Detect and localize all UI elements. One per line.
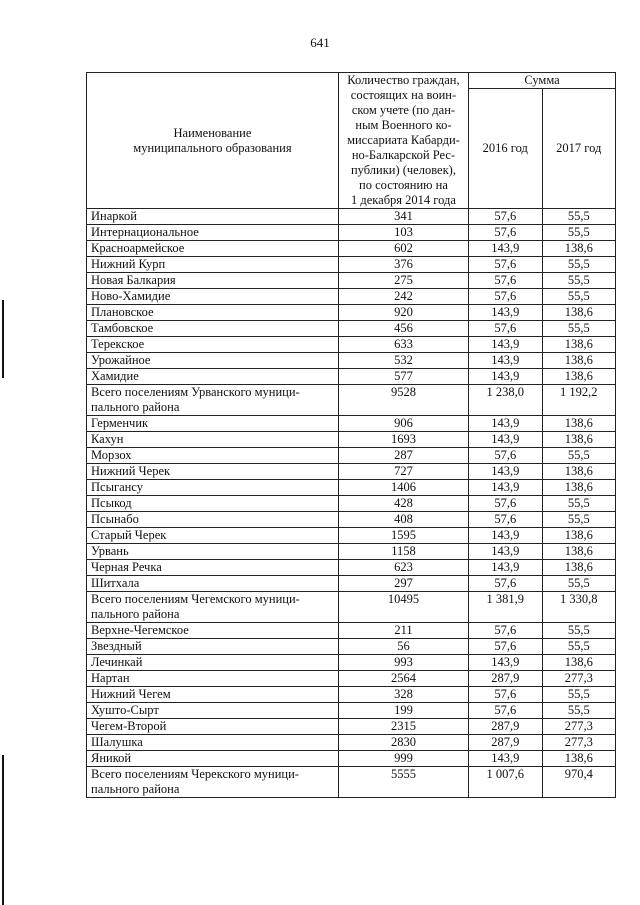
sum-2017-cell: 55,5 xyxy=(542,496,616,512)
citizen-count-cell: 328 xyxy=(338,687,468,703)
municipality-name-cell: Яникой xyxy=(87,751,339,767)
sum-2016-cell: 57,6 xyxy=(469,512,542,528)
citizen-count-cell: 287 xyxy=(338,448,468,464)
citizen-count-cell: 5555 xyxy=(338,767,468,798)
sum-2016-cell: 57,6 xyxy=(469,703,542,719)
sum-2017-cell: 55,5 xyxy=(542,321,616,337)
sum-2016-cell: 143,9 xyxy=(469,241,542,257)
header-citizen-count xyxy=(338,73,468,209)
table-body xyxy=(87,209,616,798)
sum-2016-cell: 143,9 xyxy=(469,751,542,767)
header-qty-line: публики) (человек), xyxy=(350,163,456,177)
sum-2017-cell: 277,3 xyxy=(542,671,616,687)
table-row xyxy=(87,687,616,703)
page-number: 641 xyxy=(310,35,330,50)
table-row xyxy=(87,241,616,257)
table-row xyxy=(87,560,616,576)
sum-2017-cell: 138,6 xyxy=(542,416,616,432)
citizen-count-cell: 56 xyxy=(338,639,468,655)
table-row xyxy=(87,337,616,353)
sum-2017-cell: 55,5 xyxy=(542,687,616,703)
sum-2017-cell: 55,5 xyxy=(542,623,616,639)
municipality-name-cell: Звездный xyxy=(87,639,339,655)
sum-2017-cell: 55,5 xyxy=(542,209,616,225)
sum-2016-cell: 57,6 xyxy=(469,273,542,289)
header-year-2017: 2017 год xyxy=(542,89,616,209)
sum-2017-cell: 55,5 xyxy=(542,289,616,305)
header-municipality-name xyxy=(87,73,339,209)
municipality-name-cell: Плановское xyxy=(87,305,339,321)
municipality-name-cell: Интернациональное xyxy=(87,225,339,241)
citizen-count-cell: 275 xyxy=(338,273,468,289)
municipality-name-cell: Псынабо xyxy=(87,512,339,528)
sum-2016-cell: 143,9 xyxy=(469,655,542,671)
citizen-count-cell: 376 xyxy=(338,257,468,273)
table-row xyxy=(87,385,616,416)
table-row xyxy=(87,464,616,480)
municipality-name-cell: Урожайное xyxy=(87,353,339,369)
citizen-count-cell: 532 xyxy=(338,353,468,369)
sum-2017-cell: 55,5 xyxy=(542,273,616,289)
sum-2016-cell: 143,9 xyxy=(469,560,542,576)
header-year-2016: 2016 год xyxy=(469,89,542,209)
citizen-count-cell: 341 xyxy=(338,209,468,225)
sum-2017-cell: 55,5 xyxy=(542,576,616,592)
sum-2017-cell: 1 192,2 xyxy=(542,385,616,416)
table-row xyxy=(87,767,616,798)
municipality-name-cell: Хамидие xyxy=(87,369,339,385)
sum-2016-cell: 57,6 xyxy=(469,448,542,464)
municipality-name-cell: Терекское xyxy=(87,337,339,353)
sum-2017-cell: 1 330,8 xyxy=(542,592,616,623)
sum-2016-cell: 57,6 xyxy=(469,623,542,639)
citizen-count-cell: 1158 xyxy=(338,544,468,560)
scan-margin-mark xyxy=(2,300,4,378)
municipality-name-cell: Всего поселениям Урванского муници- пального района xyxy=(87,385,339,416)
citizen-count-cell: 633 xyxy=(338,337,468,353)
sum-2017-cell: 55,5 xyxy=(542,257,616,273)
sum-2016-cell: 57,6 xyxy=(469,225,542,241)
citizen-count-cell: 103 xyxy=(338,225,468,241)
table-row xyxy=(87,623,616,639)
municipality-name-cell: Псыгансу xyxy=(87,480,339,496)
header-qty-line: 1 декабря 2014 года xyxy=(350,193,456,207)
citizen-count-cell: 9528 xyxy=(338,385,468,416)
sum-2016-cell: 143,9 xyxy=(469,416,542,432)
municipality-name-cell: Нартан xyxy=(87,671,339,687)
citizen-count-cell: 211 xyxy=(338,623,468,639)
citizen-count-cell: 2564 xyxy=(338,671,468,687)
header-qty-line: состоящих на воин- xyxy=(350,88,457,102)
citizen-count-cell: 999 xyxy=(338,751,468,767)
sum-2017-cell: 277,3 xyxy=(542,735,616,751)
scan-margin-mark xyxy=(2,755,4,905)
citizen-count-cell: 1595 xyxy=(338,528,468,544)
municipality-name-cell: Верхне-Чегемское xyxy=(87,623,339,639)
table-row xyxy=(87,432,616,448)
table-row xyxy=(87,528,616,544)
table-row xyxy=(87,209,616,225)
table-row xyxy=(87,671,616,687)
sum-2017-cell: 138,6 xyxy=(542,751,616,767)
municipality-name-cell: Инаркой xyxy=(87,209,339,225)
sum-2017-cell: 970,4 xyxy=(542,767,616,798)
citizen-count-cell: 428 xyxy=(338,496,468,512)
citizen-count-cell: 199 xyxy=(338,703,468,719)
table-row xyxy=(87,369,616,385)
sum-2016-cell: 1 007,6 xyxy=(469,767,542,798)
citizen-count-cell: 456 xyxy=(338,321,468,337)
citizen-count-cell: 2830 xyxy=(338,735,468,751)
municipality-name-cell: Нижний Курп xyxy=(87,257,339,273)
citizen-count-cell: 10495 xyxy=(338,592,468,623)
citizen-count-cell: 623 xyxy=(338,560,468,576)
sum-2016-cell: 57,6 xyxy=(469,321,542,337)
sum-2017-cell: 138,6 xyxy=(542,528,616,544)
header-sum: Сумма xyxy=(469,73,616,89)
header-qty-line: по состоянию на xyxy=(359,178,448,192)
municipality-name-cell: Кахун xyxy=(87,432,339,448)
sum-2016-cell: 143,9 xyxy=(469,353,542,369)
table-row xyxy=(87,448,616,464)
municipality-name-cell: Нижний Чегем xyxy=(87,687,339,703)
table-row xyxy=(87,480,616,496)
sum-2016-cell: 143,9 xyxy=(469,528,542,544)
citizen-count-cell: 1406 xyxy=(338,480,468,496)
municipality-name-cell: Всего поселениям Чегемского муници- пального района xyxy=(87,592,339,623)
sum-2017-cell: 138,6 xyxy=(542,432,616,448)
municipality-name-cell: Урвань xyxy=(87,544,339,560)
municipality-name-cell: Шалушка xyxy=(87,735,339,751)
municipality-name-cell: Герменчик xyxy=(87,416,339,432)
sum-2017-cell: 55,5 xyxy=(542,703,616,719)
sum-2017-cell: 138,6 xyxy=(542,560,616,576)
header-qty-line: Количество граждан, xyxy=(347,73,460,87)
municipality-name-cell: Нижний Черек xyxy=(87,464,339,480)
municipality-name-cell: Морзох xyxy=(87,448,339,464)
sum-2016-cell: 143,9 xyxy=(469,305,542,321)
sum-2017-cell: 55,5 xyxy=(542,639,616,655)
table-row xyxy=(87,289,616,305)
citizen-count-cell: 602 xyxy=(338,241,468,257)
sum-2016-cell: 143,9 xyxy=(469,464,542,480)
municipality-name-cell: Старый Черек xyxy=(87,528,339,544)
municipality-name-cell: Ново-Хамидие xyxy=(87,289,339,305)
citizen-count-cell: 1693 xyxy=(338,432,468,448)
citizen-count-cell: 577 xyxy=(338,369,468,385)
table-row xyxy=(87,544,616,560)
sum-2016-cell: 143,9 xyxy=(469,337,542,353)
sum-2016-cell: 143,9 xyxy=(469,369,542,385)
table-row xyxy=(87,751,616,767)
table-row xyxy=(87,305,616,321)
sum-2016-cell: 57,6 xyxy=(469,687,542,703)
table-row xyxy=(87,496,616,512)
table-row xyxy=(87,225,616,241)
sum-2016-cell: 1 238,0 xyxy=(469,385,542,416)
municipality-name-cell: Лечинкай xyxy=(87,655,339,671)
sum-2017-cell: 138,6 xyxy=(542,337,616,353)
table-row xyxy=(87,735,616,751)
sum-2016-cell: 287,9 xyxy=(469,719,542,735)
sum-2017-cell: 138,6 xyxy=(542,305,616,321)
sum-2017-cell: 138,6 xyxy=(542,655,616,671)
sum-2016-cell: 143,9 xyxy=(469,432,542,448)
table-row xyxy=(87,257,616,273)
citizen-count-cell: 2315 xyxy=(338,719,468,735)
municipality-name-cell: Черная Речка xyxy=(87,560,339,576)
sum-2017-cell: 138,6 xyxy=(542,369,616,385)
table-row xyxy=(87,639,616,655)
sum-2016-cell: 57,6 xyxy=(469,496,542,512)
header-name-text: Наименование муниципального образования xyxy=(133,125,292,155)
table-row xyxy=(87,655,616,671)
table-row xyxy=(87,719,616,735)
sum-2016-cell: 57,6 xyxy=(469,576,542,592)
municipality-name-cell: Всего поселениям Черекского муници- пального района xyxy=(87,767,339,798)
municipality-name-cell: Новая Балкария xyxy=(87,273,339,289)
sum-2016-cell: 57,6 xyxy=(469,639,542,655)
table-row xyxy=(87,273,616,289)
citizen-count-cell: 906 xyxy=(338,416,468,432)
table-row xyxy=(87,576,616,592)
municipality-name-cell: Тамбовское xyxy=(87,321,339,337)
sum-2017-cell: 138,6 xyxy=(542,480,616,496)
sum-2016-cell: 287,9 xyxy=(469,671,542,687)
sum-2016-cell: 57,6 xyxy=(469,289,542,305)
sum-2017-cell: 138,6 xyxy=(542,464,616,480)
sum-2016-cell: 143,9 xyxy=(469,480,542,496)
municipality-name-cell: Шитхала xyxy=(87,576,339,592)
sum-2016-cell: 57,6 xyxy=(469,209,542,225)
municipality-name-cell: Чегем-Второй xyxy=(87,719,339,735)
table-row xyxy=(87,512,616,528)
sum-2016-cell: 143,9 xyxy=(469,544,542,560)
sum-2017-cell: 277,3 xyxy=(542,719,616,735)
municipality-name-cell: Хушто-Сырт xyxy=(87,703,339,719)
table-row xyxy=(87,416,616,432)
sum-2017-cell: 55,5 xyxy=(542,448,616,464)
sum-2016-cell: 57,6 xyxy=(469,257,542,273)
table-row xyxy=(87,703,616,719)
header-qty-line: ском учете (по дан- xyxy=(351,103,456,117)
sum-2017-cell: 55,5 xyxy=(542,512,616,528)
citizen-count-cell: 408 xyxy=(338,512,468,528)
municipal-table xyxy=(86,72,616,798)
header-qty-line: ным Военного ко- xyxy=(355,118,452,132)
citizen-count-cell: 993 xyxy=(338,655,468,671)
municipality-name-cell: Псыкод xyxy=(87,496,339,512)
sum-2017-cell: 55,5 xyxy=(542,225,616,241)
citizen-count-cell: 242 xyxy=(338,289,468,305)
sum-2017-cell: 138,6 xyxy=(542,353,616,369)
citizen-count-cell: 727 xyxy=(338,464,468,480)
sum-2017-cell: 138,6 xyxy=(542,241,616,257)
table-row xyxy=(87,353,616,369)
header-qty-line: миссариата Кабарди- xyxy=(347,133,460,147)
header-qty-line: но-Балкарской Рес- xyxy=(351,148,456,162)
table-row xyxy=(87,592,616,623)
citizen-count-cell: 297 xyxy=(338,576,468,592)
header-qty-lines xyxy=(343,73,464,208)
municipality-name-cell: Красноармейское xyxy=(87,241,339,257)
sum-2017-cell: 138,6 xyxy=(542,544,616,560)
sum-2016-cell: 1 381,9 xyxy=(469,592,542,623)
sum-2016-cell: 287,9 xyxy=(469,735,542,751)
table-row xyxy=(87,321,616,337)
citizen-count-cell: 920 xyxy=(338,305,468,321)
